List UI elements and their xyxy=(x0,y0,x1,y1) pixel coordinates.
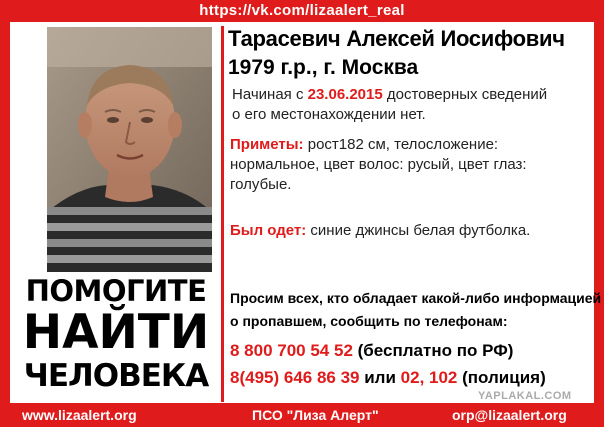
clothes-label: Был одет: xyxy=(230,222,307,239)
appeal-line2: о пропавшем, сообщить по телефонам: xyxy=(230,313,508,329)
phone3-note: (полиция) xyxy=(457,368,546,387)
missing-line2: о его местонахождении нет. xyxy=(232,106,426,123)
headline-person: ЧЕЛОВЕКА xyxy=(23,358,209,394)
person-year-city: 1979 г.р., г. Москва xyxy=(228,56,419,79)
signs-text1: рост182 см, телосложение: xyxy=(303,136,499,153)
footer-site-link[interactable]: www.lizaalert.org xyxy=(22,407,137,423)
phone2-line xyxy=(230,368,546,388)
poster-panel xyxy=(10,22,602,403)
signs-line1 xyxy=(230,136,498,153)
clothes-text: синие джинсы белая футболка. xyxy=(306,222,531,239)
phone-or: или xyxy=(359,368,401,387)
person-photo-illustration xyxy=(47,27,212,272)
person-name: Тарасевич Алексей Иосифович xyxy=(228,26,565,51)
signs-line3: голубые. xyxy=(230,176,292,193)
missing-since-line xyxy=(232,86,547,103)
signs-line2: нормальное, цвет волос: русый, цвет глаз: xyxy=(230,156,527,173)
missing-prefix: Начиная с xyxy=(232,86,308,103)
phone1-line xyxy=(230,341,513,361)
phone1-note: (бесплатно по РФ) xyxy=(352,341,514,360)
missing-date: 23.06.2015 xyxy=(307,86,383,103)
vk-link[interactable]: https://vk.com/lizaalert_real xyxy=(199,2,405,19)
phone2[interactable]: 8(495) 646 86 39 xyxy=(230,368,360,387)
footer-email-link[interactable]: orp@lizaalert.org xyxy=(452,407,567,423)
headline-help: ПОМОГИТЕ xyxy=(25,274,207,308)
footer xyxy=(0,403,604,427)
phone3[interactable]: 02, 102 xyxy=(400,368,458,387)
signs-label: Приметы: xyxy=(230,136,304,153)
missing-suffix: достоверных сведений xyxy=(382,86,548,103)
headline-find: НАЙТИ xyxy=(22,305,210,360)
appeal-line1: Просим всех, кто обладает какой-либо информацией xyxy=(230,290,602,306)
footer-org: ПСО "Лиза Алерт" xyxy=(252,407,379,423)
person-photo xyxy=(47,27,212,272)
clothes-line xyxy=(230,222,530,239)
phone1[interactable]: 8 800 700 54 52 xyxy=(230,341,353,360)
vertical-divider xyxy=(221,26,224,402)
watermark: YAPLAKAL.COM xyxy=(478,390,572,402)
